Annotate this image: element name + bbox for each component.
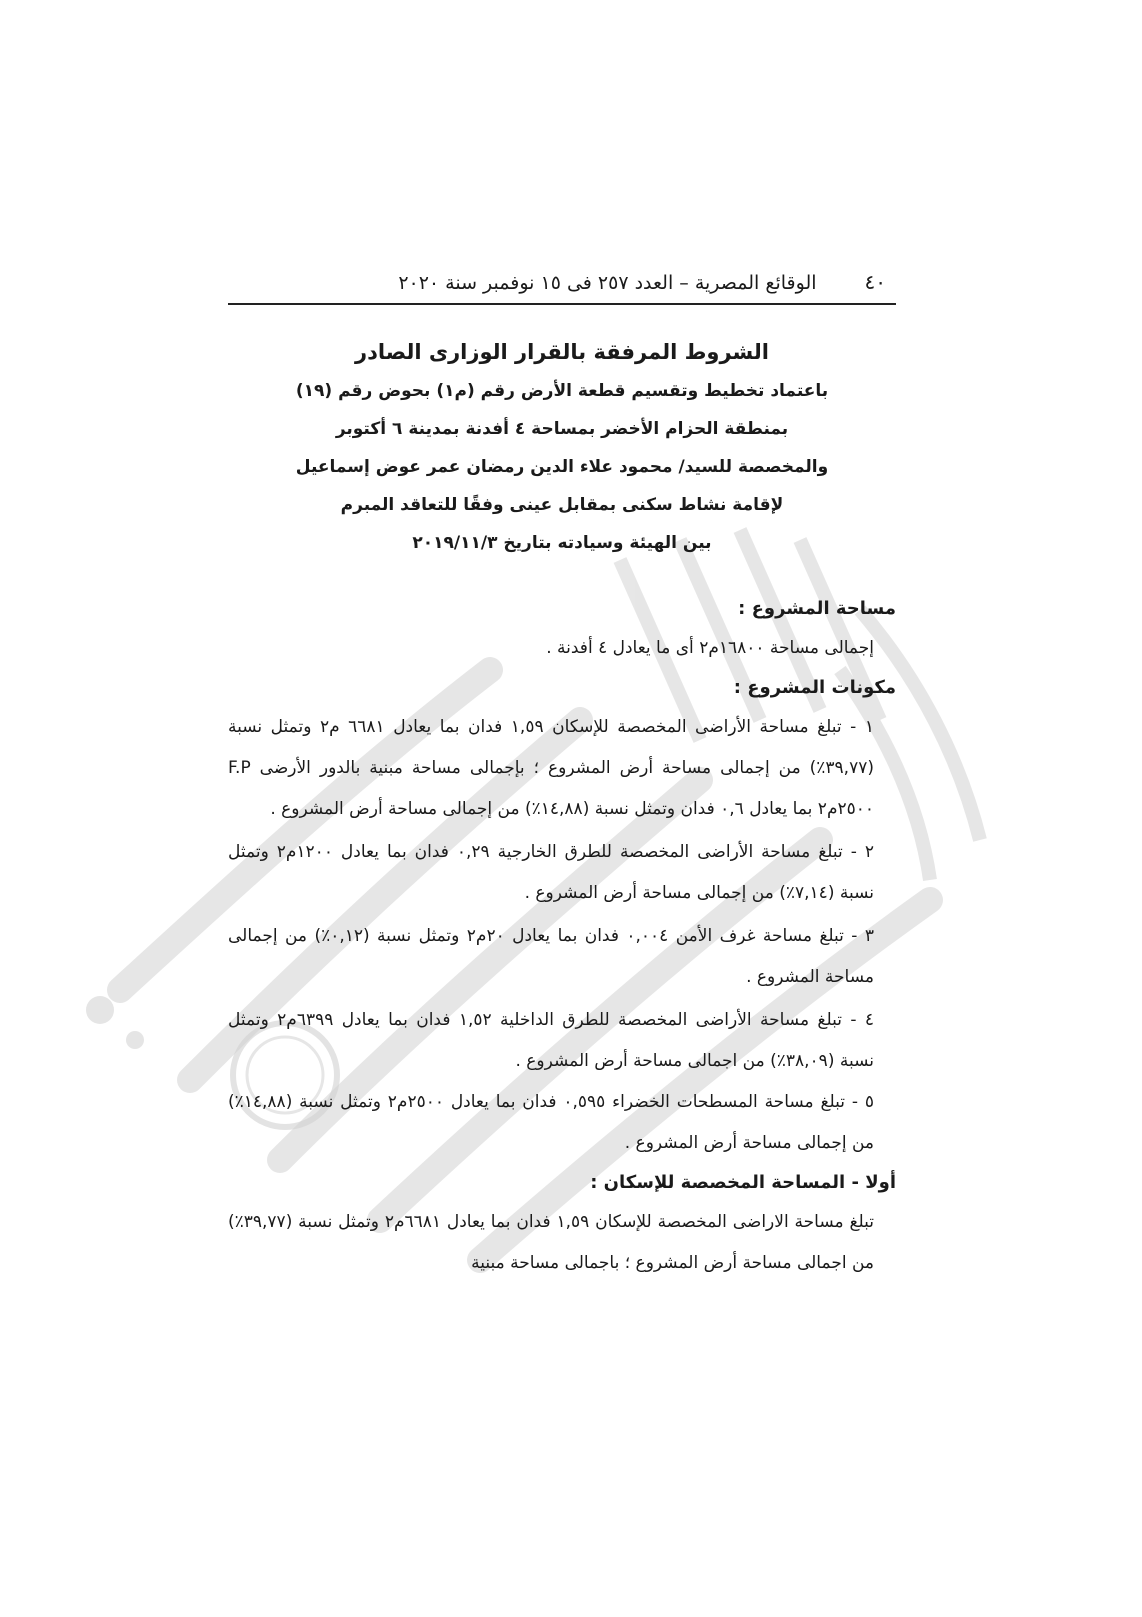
- project-area-text: إجمالى مساحة ١٦٨٠٠م٢ أى ما يعادل ٤ أفدنة .: [546, 638, 874, 658]
- housing-area-text: تبلغ مساحة الاراضى المخصصة للإسكان ١,٥٩ فدان بما يعادل ٦٦٨١م٢ وتمثل نسبة (٣٩,٧٧٪) من اجمالى مساحة أرض المشروع ؛ باجمالى مساحة مبنية: [228, 1212, 874, 1273]
- project-area-heading: مساحة المشروع :: [738, 598, 896, 619]
- decree-title-line-5: بين الهيئة وسيادته بتاريخ ٢٠١٩/١١/٣: [412, 533, 712, 553]
- component-item-4: ٤ - تبلغ مساحة الأراضى المخصصة للطرق الداخلية ١,٥٢ فدان بما يعادل ٦٣٩٩م٢ وتمثل نسبة (٣٨,٠٩٪) من اجمالى مساحة أرض المشروع .: [228, 1010, 874, 1071]
- decree-main-title: الشروط المرفقة بالقرار الوزارى الصادر: [355, 340, 769, 364]
- gazette-title: الوقائع المصرية – العدد ٢٥٧ فى ١٥ نوفمبر سنة ٢٠٢٠: [398, 272, 817, 294]
- page-number: ٤٠: [864, 270, 886, 294]
- page-header: [228, 258, 896, 294]
- component-item-3: ٣ - تبلغ مساحة غرف الأمن ٠,٠٠٤ فدان بما يعادل ٢٠م٢ وتمثل نسبة (٠,١٢٪) من إجمالى مساحة المشروع .: [228, 926, 874, 987]
- component-item-2: ٢ - تبلغ مساحة الأراضى المخصصة للطرق الخارجية ٠,٢٩ فدان بما يعادل ١٢٠٠م٢ وتمثل نسبة (٧,١٤٪) من إجمالى مساحة أرض المشروع .: [228, 842, 874, 903]
- decree-title-line-4: لإقامة نشاط سكنى بمقابل عينى وفقًا للتعاقد المبرم: [340, 495, 784, 515]
- project-components-heading: مكونات المشروع :: [733, 677, 896, 698]
- component-item-5: ٥ - تبلغ مساحة المسطحات الخضراء ٠,٥٩٥ فدان بما يعادل ٢٥٠٠م٢ وتمثل نسبة (١٤,٨٨٪) من إجمالى مساحة أرض المشروع .: [228, 1092, 874, 1153]
- header-divider: [228, 303, 896, 305]
- decree-title-line-3: والمخصصة للسيد/ محمود علاء الدين رمضان عمر عوض إسماعيل: [295, 457, 829, 477]
- housing-area-heading: أولا - المساحة المخصصة للإسكان :: [590, 1172, 896, 1193]
- decree-title-line-1: باعتماد تخطيط وتقسيم قطعة الأرض رقم (م١) بحوض رقم (١٩): [295, 381, 829, 401]
- component-item-1: ١ - تبلغ مساحة الأراضى المخصصة للإسكان ١,٥٩ فدان بما يعادل ٦٦٨١ م٢ وتمثل نسبة (٣٩,٧٧٪) من إجمالى مساحة أرض المشروع ؛ بإجمالى مساحة مبنية بالدور الأرضى F.P ٢٥٠٠م٢ بما يعادل ٠,٦ فدان وتمثل نسبة (١٤,٨٨٪) من إجمالى مساحة أرض المشروع .: [228, 717, 874, 819]
- decree-title-block: [228, 332, 896, 562]
- document-body: [228, 590, 896, 1284]
- decree-title-line-2: بمنطقة الحزام الأخضر بمساحة ٤ أفدنة بمدينة ٦ أكتوبر: [335, 419, 789, 439]
